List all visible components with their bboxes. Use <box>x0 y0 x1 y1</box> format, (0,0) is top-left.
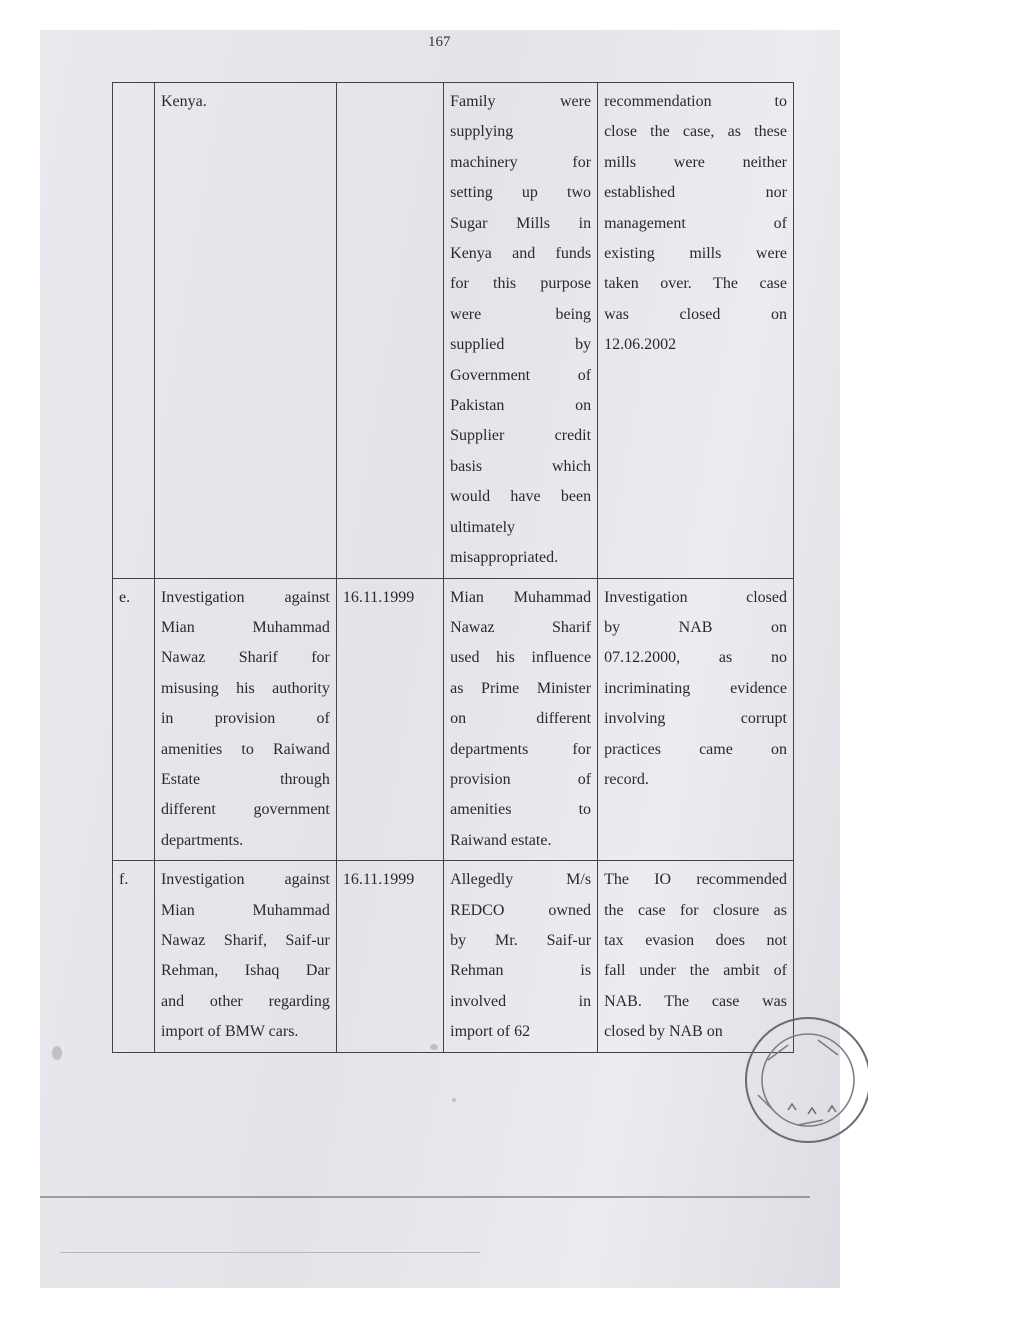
cell-text-line: 12.06.2002 <box>604 336 677 354</box>
table-row <box>113 83 794 579</box>
cell-text-line: established nor <box>604 184 787 202</box>
cell-text-line: practices came on <box>604 740 787 758</box>
cell-text-line: involved in <box>450 992 592 1010</box>
cell-text-line: different government <box>160 801 330 819</box>
cell-text-line: record. <box>604 770 649 788</box>
table-row <box>113 578 794 861</box>
cell-text-line: supplied by <box>450 336 592 354</box>
allegation-cell <box>444 578 598 861</box>
paper-smudge <box>52 1046 62 1060</box>
row-number-cell-text: f. <box>119 871 129 889</box>
date-cell <box>336 861 443 1052</box>
cell-text-line: Kenya. <box>160 93 207 110</box>
date-cell <box>336 83 443 579</box>
cell-text-line: setting up two <box>450 184 592 202</box>
cell-text-line: ultimately <box>450 518 516 536</box>
cell-text-line: 07.12.2000, as no <box>604 649 787 667</box>
row-number-cell <box>113 861 155 1052</box>
date-cell-text: 16.11.1999 <box>342 871 415 889</box>
cell-text-line: was closed on <box>604 305 787 323</box>
cell-text-line: by Mr. Saif-ur <box>450 931 592 949</box>
cell-text-line: by NAB on <box>604 618 787 636</box>
cell-text-line: NAB. The case was <box>604 992 787 1010</box>
cell-text-line: Investigation against <box>160 871 330 889</box>
bottom-rule <box>40 1196 810 1198</box>
cell-text-line: basis which <box>450 457 592 475</box>
cell-text-line: management of <box>604 214 787 232</box>
case-title-cell <box>154 83 336 579</box>
cell-text-line: Government of <box>450 366 592 384</box>
cell-text-line: import of BMW cars. <box>160 1023 299 1041</box>
cell-text-line: close the case, as these <box>604 123 787 141</box>
paper-smudge <box>430 1044 438 1050</box>
row-number-cell <box>113 83 155 579</box>
cell-text-line: supplying <box>450 123 514 141</box>
allegation-cell <box>444 861 598 1052</box>
cell-text-line: Pakistan on <box>450 397 592 415</box>
cell-text-line: departments. <box>160 831 244 849</box>
cell-text-line: Mian Muhammad <box>160 901 330 919</box>
paper-smudge <box>452 1098 456 1102</box>
cell-text-line: mills were neither <box>604 153 787 171</box>
cell-text-line: existing mills were <box>604 245 787 263</box>
date-cell <box>336 578 443 861</box>
case-table-body <box>113 83 794 1053</box>
cell-text-line: used his influence <box>450 649 592 667</box>
cell-text-line: Supplier credit <box>450 427 592 445</box>
case-title-cell <box>154 861 336 1052</box>
status-cell <box>598 578 794 861</box>
cell-text-line: import of 62 <box>450 1023 531 1041</box>
cell-text-line: for this purpose <box>450 275 592 293</box>
cell-text-line: Sugar Mills in <box>450 214 592 232</box>
cell-text-line: Rehman, Ishaq Dar <box>160 962 330 980</box>
cell-text-line: Allegedly M/s <box>450 871 592 889</box>
cell-text-line: closed by NAB on <box>604 1023 723 1041</box>
cell-text-line: incriminating evidence <box>604 679 787 697</box>
cell-text-line: tax evasion does not <box>604 931 787 949</box>
page-number: 167 <box>428 34 451 50</box>
cell-text-line: on different <box>450 710 592 728</box>
cell-text-line: Mian Muhammad <box>160 618 330 636</box>
cell-text-line: The IO recommended <box>604 871 787 889</box>
cell-text-line: Investigation closed <box>604 588 787 606</box>
bottom-rule-secondary <box>60 1252 480 1253</box>
status-cell <box>598 83 794 579</box>
cell-text-line: recommendation to <box>604 93 787 110</box>
cell-text-line: Kenya and funds <box>450 245 592 263</box>
cell-text-line: Rehman is <box>450 962 592 980</box>
cell-text-line: Family were <box>450 93 592 110</box>
cell-text-line: in provision of <box>160 710 330 728</box>
date-cell-text: 16.11.1999 <box>342 588 415 606</box>
row-number-cell <box>113 578 155 861</box>
cell-text-line: were being <box>450 305 592 323</box>
cell-text-line: amenities to <box>450 801 592 819</box>
cell-text-line: Estate through <box>160 770 330 788</box>
cell-text-line: REDCO owned <box>450 901 592 919</box>
cell-text-line: Mian Muhammad <box>450 588 592 606</box>
cell-text-line: fall under the ambit of <box>604 962 787 980</box>
cell-text-line: Nawaz Sharif <box>450 618 592 636</box>
cell-text-line: machinery for <box>450 153 592 171</box>
case-title-cell <box>154 578 336 861</box>
cell-text-line: and other regarding <box>160 992 330 1010</box>
cell-text-line: provision of <box>450 770 592 788</box>
cell-text-line: Raiwand estate. <box>450 831 552 849</box>
office-seal-stamp <box>728 1000 868 1150</box>
cell-text-line: involving corrupt <box>604 710 787 728</box>
row-number-cell-text: e. <box>119 588 131 606</box>
cell-text-line: as Prime Minister <box>450 679 592 697</box>
table-row <box>113 861 794 1052</box>
cell-text-line: taken over. The case <box>604 275 787 293</box>
allegation-cell <box>444 83 598 579</box>
cell-text-line: Investigation against <box>160 588 330 606</box>
cell-text-line: amenities to Raiwand <box>160 740 330 758</box>
case-table <box>112 82 794 1053</box>
cell-text-line: misusing his authority <box>160 679 330 697</box>
cell-text-line: Nawaz Sharif, Saif-ur <box>160 931 330 949</box>
cell-text-line: misappropriated. <box>450 549 559 567</box>
cell-text-line: Nawaz Sharif for <box>160 649 330 667</box>
cell-text-line: the case for closure as <box>604 901 787 919</box>
cell-text-line: departments for <box>450 740 592 758</box>
cell-text-line: would have been <box>450 488 592 506</box>
